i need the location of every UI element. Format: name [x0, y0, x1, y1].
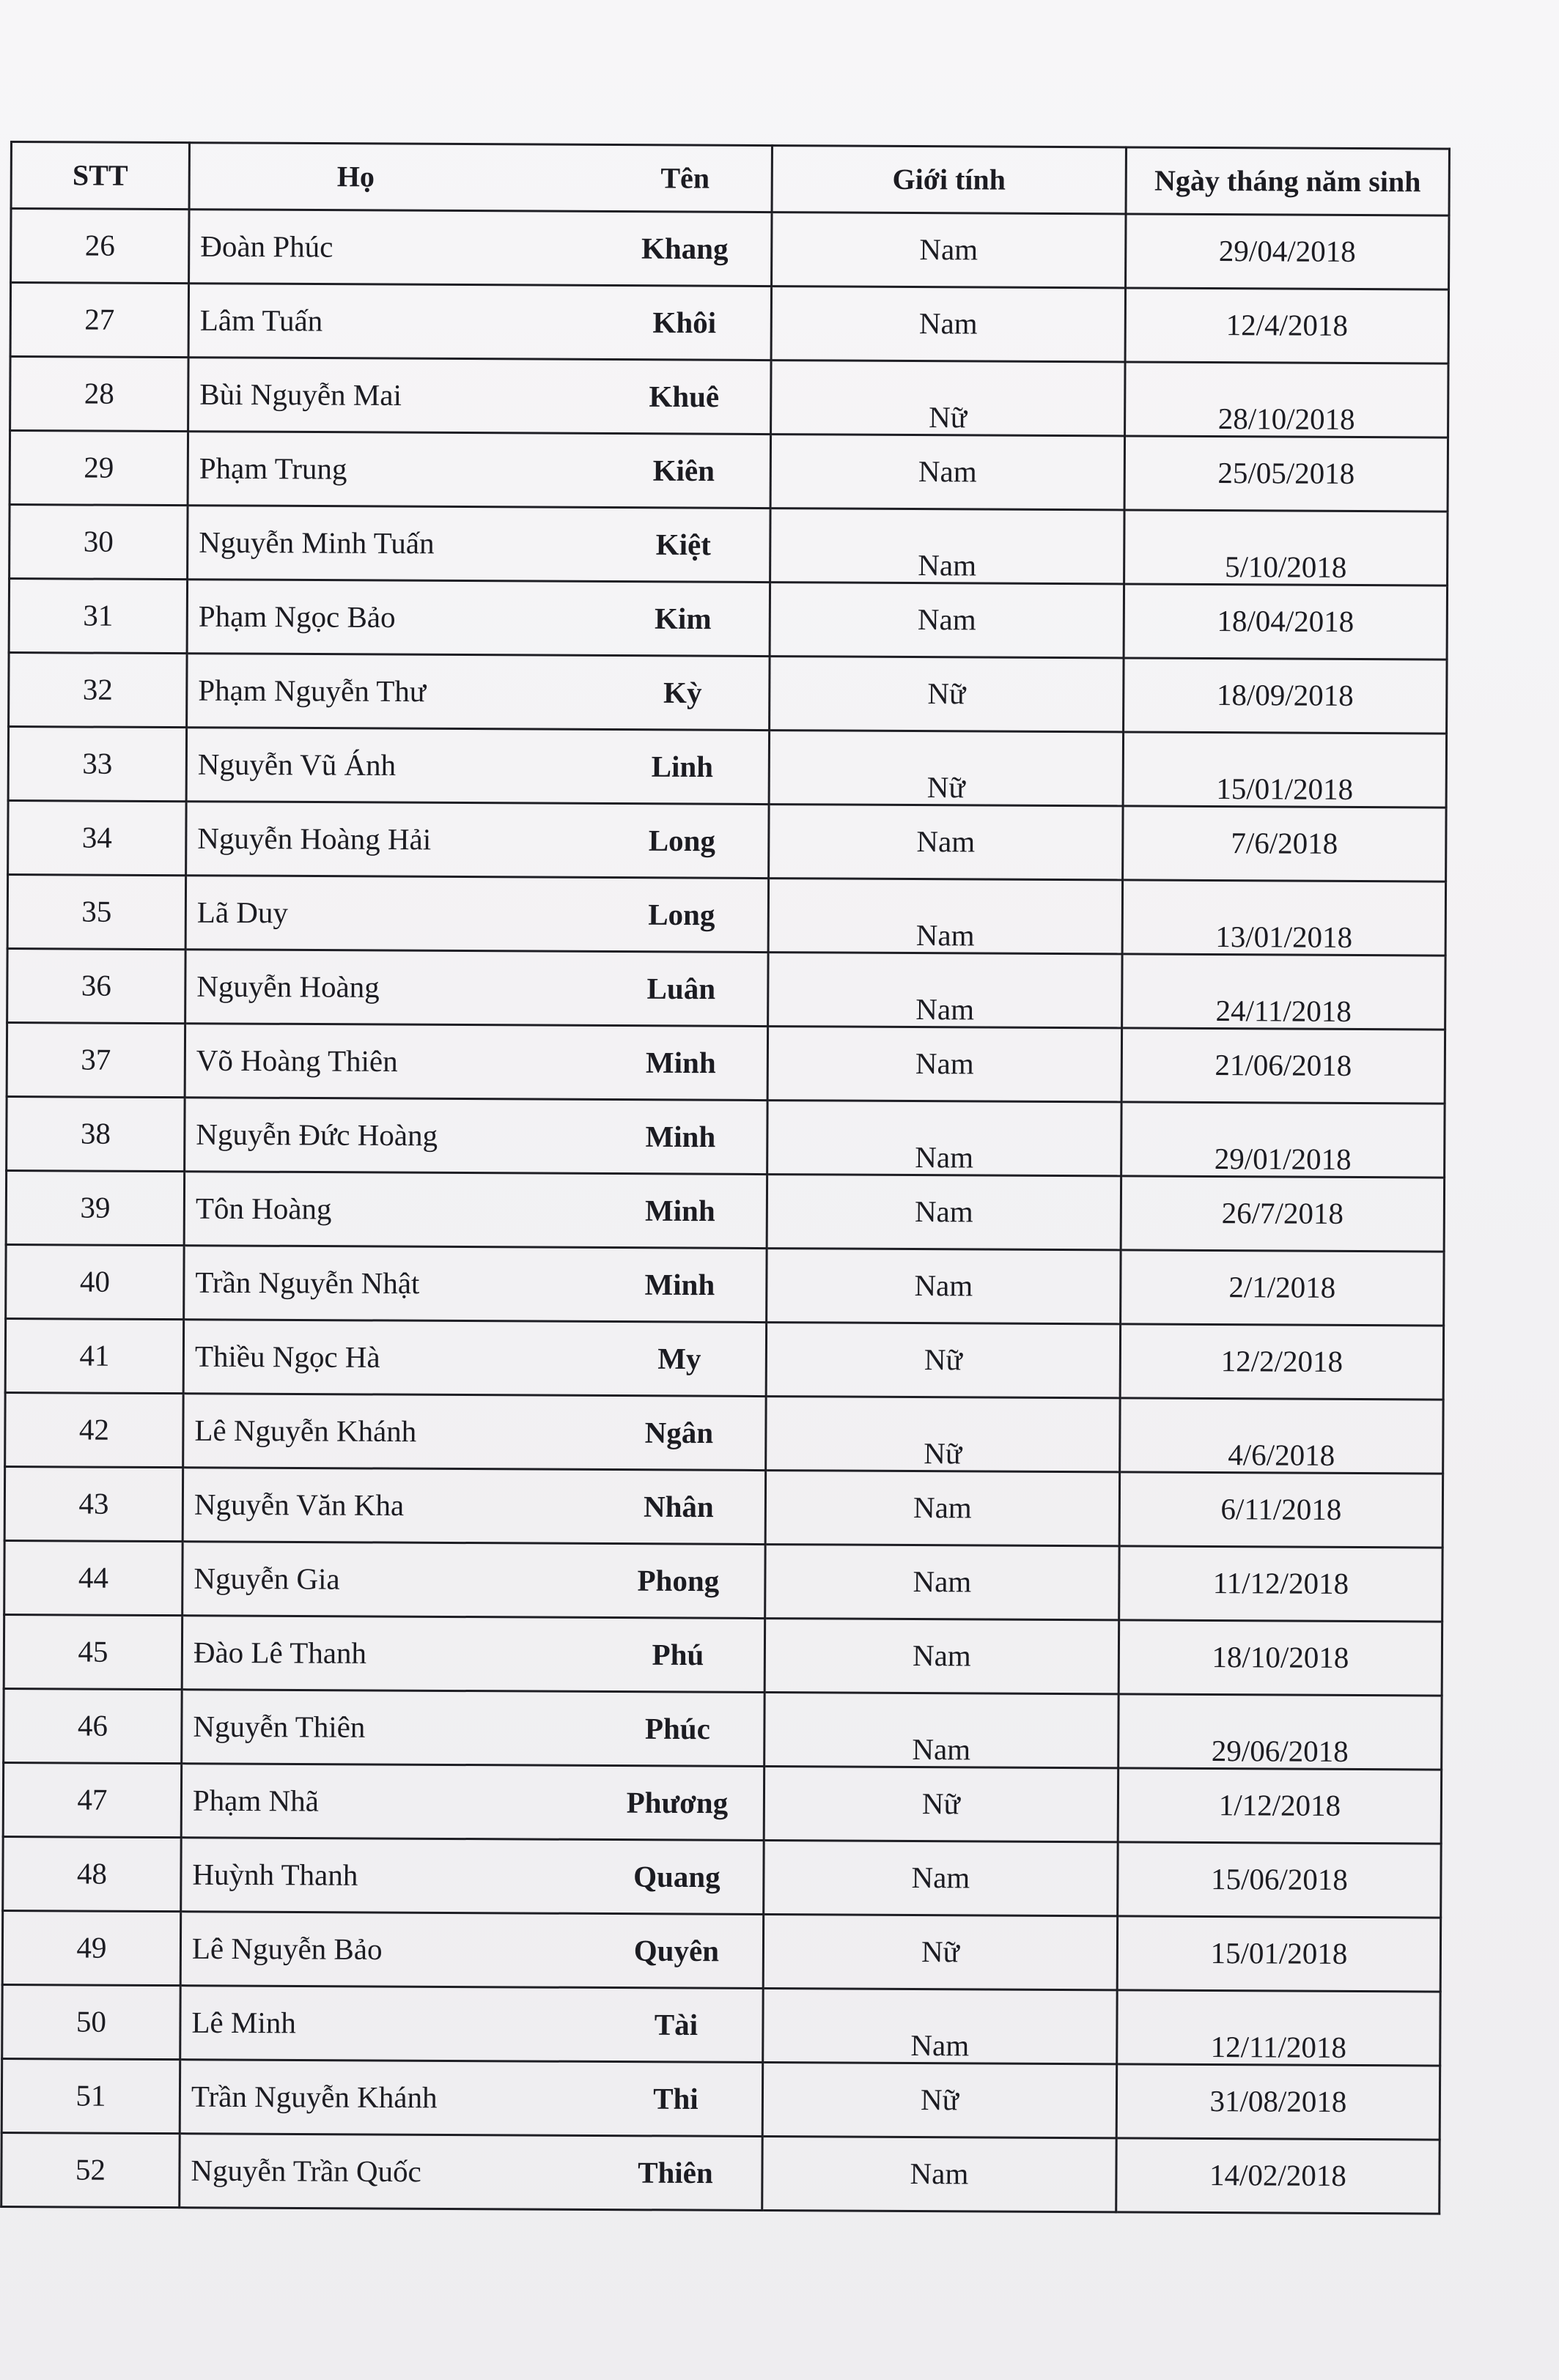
cell-ten: Phúc	[644, 1711, 710, 1746]
cell-gender: Nữ	[764, 1767, 1118, 1842]
cell-name	[182, 1690, 764, 1767]
cell-gender: Nam	[767, 1101, 1121, 1176]
cell-ten: Kim	[654, 601, 712, 636]
cell-stt: 30	[10, 505, 188, 580]
cell-dob: 28/10/2018	[1125, 362, 1448, 437]
table-row	[2, 1910, 1440, 1992]
cell-stt: 42	[5, 1392, 183, 1467]
cell-ho: Nguyễn Vũ Ánh	[197, 747, 397, 783]
cell-gender: Nam	[764, 1841, 1118, 1916]
table-row	[2, 1984, 1440, 2066]
cell-stt: 37	[7, 1022, 185, 1097]
cell-gender: Nam	[762, 2137, 1116, 2212]
cell-gender: Nam	[770, 583, 1124, 658]
cell-stt: 43	[4, 1466, 183, 1541]
cell-ho: Nguyễn Trần Quốc	[191, 2153, 421, 2189]
table-row	[10, 431, 1448, 512]
table-row	[7, 1096, 1445, 1178]
cell-name	[186, 728, 769, 805]
cell-ho: Trần Nguyễn Nhật	[195, 1265, 420, 1301]
header-dob: Ngày tháng năm sinh	[1126, 147, 1449, 215]
cell-dob: 13/01/2018	[1122, 880, 1445, 956]
cell-stt: 32	[9, 652, 187, 727]
header-name-cell	[189, 143, 772, 212]
cell-gender: Nam	[770, 435, 1124, 510]
cell-stt: 50	[2, 1984, 180, 2059]
cell-name	[188, 358, 771, 435]
cell-dob: 31/08/2018	[1116, 2064, 1440, 2140]
cell-gender: Nam	[770, 509, 1124, 584]
cell-dob: 14/02/2018	[1116, 2138, 1440, 2214]
cell-name	[183, 1542, 765, 1619]
cell-name	[181, 1764, 764, 1841]
cell-stt: 31	[9, 579, 187, 654]
cell-gender: Nam	[763, 1989, 1117, 2064]
cell-gender: Nam	[768, 953, 1122, 1028]
cell-gender: Nam	[767, 1175, 1121, 1250]
header-ten: Tên	[660, 161, 710, 195]
cell-ho: Nguyễn Thiên	[193, 1709, 366, 1744]
table-row	[4, 1614, 1442, 1696]
cell-ten: Minh	[644, 1193, 715, 1228]
cell-name	[180, 1986, 763, 2063]
cell-stt: 26	[11, 209, 189, 284]
cell-name	[188, 432, 770, 509]
cell-stt: 35	[7, 874, 185, 949]
table-row	[8, 800, 1446, 882]
cell-gender: Nam	[767, 1027, 1121, 1102]
cell-ho: Huỳnh Thanh	[192, 1857, 358, 1892]
cell-stt: 33	[8, 726, 186, 801]
cell-name	[186, 802, 769, 879]
cell-dob: 15/01/2018	[1123, 732, 1446, 808]
cell-dob: 29/01/2018	[1121, 1102, 1445, 1178]
cell-dob: 4/6/2018	[1120, 1398, 1443, 1474]
cell-ten: My	[657, 1341, 701, 1376]
cell-stt: 38	[7, 1096, 185, 1171]
table-row	[6, 1170, 1444, 1252]
cell-gender: Nam	[768, 879, 1122, 954]
cell-ten: Ngân	[644, 1415, 714, 1450]
cell-ho: Phạm Nguyễn Thư	[198, 673, 427, 709]
cell-gender: Nữ	[762, 2063, 1116, 2138]
cell-name	[180, 2134, 762, 2211]
cell-gender: Nữ	[770, 657, 1124, 732]
cell-ho: Phạm Trung	[199, 451, 347, 486]
cell-stt: 46	[4, 1688, 182, 1763]
cell-name	[185, 950, 768, 1027]
cell-ten: Minh	[645, 1045, 716, 1080]
cell-ho: Đào Lê Thanh	[193, 1635, 367, 1670]
table-row	[9, 652, 1447, 733]
cell-stt: 45	[4, 1614, 182, 1689]
cell-ten: Minh	[645, 1119, 716, 1154]
cell-stt: 51	[1, 2058, 180, 2133]
cell-dob: 12/11/2018	[1117, 1990, 1440, 2066]
cell-ten: Linh	[651, 749, 714, 784]
cell-dob: 6/11/2018	[1119, 1472, 1442, 1548]
cell-ho: Thiều Ngọc Hà	[194, 1339, 380, 1374]
table-header-row	[11, 142, 1449, 216]
table-body	[1, 209, 1449, 2214]
cell-name	[180, 2060, 762, 2137]
cell-ten: Kỳ	[663, 675, 702, 710]
cell-name	[187, 580, 770, 657]
table-row	[4, 1688, 1442, 1770]
cell-ho: Nguyễn Hoàng Hải	[197, 821, 432, 857]
cell-ten: Minh	[644, 1267, 715, 1302]
cell-gender: Nữ	[766, 1323, 1120, 1398]
cell-gender: Nam	[771, 287, 1125, 362]
cell-ten: Phú	[652, 1637, 704, 1672]
cell-name	[188, 284, 771, 361]
cell-ho: Lê Minh	[191, 2005, 296, 2040]
cell-ho: Phạm Nhã	[192, 1783, 319, 1818]
cell-stt: 28	[10, 357, 188, 432]
cell-dob: 12/4/2018	[1125, 288, 1448, 363]
cell-ten: Nhân	[643, 1489, 714, 1524]
cell-dob: 26/7/2018	[1121, 1176, 1444, 1252]
cell-dob: 15/06/2018	[1118, 1842, 1441, 1918]
cell-name	[183, 1394, 766, 1471]
table-row	[3, 1762, 1441, 1844]
cell-ten: Long	[648, 897, 715, 932]
cell-ho: Phạm Ngọc Bảo	[198, 599, 396, 635]
cell-ho: Nguyễn Gia	[194, 1561, 340, 1596]
cell-gender: Nam	[764, 1693, 1118, 1768]
cell-dob: 24/11/2018	[1122, 954, 1445, 1030]
cell-gender: Nữ	[766, 1397, 1120, 1472]
table-row	[10, 505, 1448, 586]
table-row	[8, 726, 1446, 808]
cell-stt: 27	[10, 283, 188, 358]
cell-ten: Khang	[641, 231, 729, 266]
cell-stt: 48	[3, 1836, 181, 1911]
cell-name	[188, 506, 770, 583]
cell-dob: 7/6/2018	[1123, 806, 1446, 882]
cell-name	[187, 654, 770, 731]
cell-ten: Phong	[637, 1563, 720, 1598]
cell-ho: Lê Nguyễn Bảo	[191, 1931, 383, 1966]
cell-ten: Thi	[653, 2081, 699, 2116]
cell-dob: 25/05/2018	[1124, 436, 1448, 511]
cell-ho: Nguyễn Hoàng	[196, 969, 380, 1004]
cell-ten: Khôi	[652, 305, 717, 340]
header-ho: Họ	[336, 160, 375, 193]
cell-dob: 21/06/2018	[1121, 1028, 1445, 1104]
header-gender: Giới tính	[772, 146, 1126, 214]
cell-stt: 41	[5, 1318, 183, 1393]
cell-gender: Nam	[764, 1619, 1118, 1694]
table-row	[4, 1540, 1442, 1622]
cell-name	[183, 1468, 765, 1545]
cell-dob: 18/09/2018	[1124, 658, 1447, 733]
table-row	[1, 2058, 1440, 2140]
cell-ten: Thiên	[638, 2155, 713, 2190]
table-row	[4, 1466, 1442, 1548]
cell-name	[184, 1246, 767, 1323]
cell-name	[184, 1172, 767, 1249]
cell-gender: Nữ	[769, 731, 1123, 806]
cell-stt: 34	[8, 800, 186, 875]
cell-ten: Quyên	[633, 1933, 720, 1968]
cell-stt: 47	[3, 1762, 181, 1837]
cell-dob: 11/12/2018	[1119, 1546, 1442, 1622]
cell-dob: 2/1/2018	[1121, 1250, 1444, 1326]
header-stt: STT	[11, 142, 189, 210]
cell-ten: Luân	[646, 971, 716, 1006]
table-row	[7, 874, 1445, 956]
cell-stt: 49	[2, 1910, 180, 1985]
cell-ho: Bùi Nguyễn Mai	[199, 377, 402, 413]
cell-gender: Nam	[767, 1249, 1121, 1324]
cell-stt: 44	[4, 1540, 183, 1615]
cell-ho: Nguyễn Văn Kha	[194, 1487, 405, 1523]
cell-dob: 1/12/2018	[1118, 1768, 1441, 1844]
cell-ten: Tài	[654, 2007, 699, 2042]
cell-dob: 18/04/2018	[1124, 584, 1447, 659]
table-row	[1, 2132, 1440, 2214]
cell-gender: Nam	[772, 212, 1126, 288]
table-row	[11, 209, 1449, 290]
cell-name	[180, 1912, 763, 1989]
table-row	[10, 357, 1448, 438]
cell-name	[182, 1616, 764, 1693]
cell-name	[185, 876, 768, 953]
cell-stt: 29	[10, 431, 188, 506]
cell-ho: Trần Nguyễn Khánh	[191, 2079, 438, 2115]
cell-name	[181, 1838, 764, 1915]
cell-name	[185, 1024, 767, 1101]
cell-ho: Tôn Hoàng	[195, 1191, 332, 1226]
cell-stt: 40	[6, 1244, 184, 1319]
cell-gender: Nam	[769, 805, 1123, 880]
cell-ten: Quang	[633, 1859, 720, 1894]
cell-dob: 12/2/2018	[1120, 1324, 1443, 1400]
cell-dob: 29/04/2018	[1126, 214, 1449, 289]
table-row	[5, 1318, 1443, 1400]
table-row	[7, 948, 1445, 1030]
cell-ten: Long	[648, 823, 716, 858]
cell-ho: Lâm Tuấn	[199, 303, 323, 338]
cell-ten: Phương	[626, 1785, 729, 1820]
cell-ho: Lã Duy	[196, 895, 289, 930]
table-row	[3, 1836, 1441, 1918]
cell-dob: 15/01/2018	[1117, 1916, 1440, 1992]
cell-gender: Nữ	[771, 361, 1125, 436]
cell-ho: Nguyễn Đức Hoàng	[196, 1117, 438, 1153]
table-row	[6, 1244, 1444, 1326]
cell-name	[189, 210, 772, 287]
table-row	[9, 579, 1447, 660]
cell-gender: Nữ	[763, 1915, 1117, 1990]
cell-ho: Đoàn Phúc	[200, 229, 333, 264]
table-row	[7, 1022, 1445, 1104]
student-table	[0, 141, 1451, 2215]
cell-ho: Nguyễn Minh Tuấn	[199, 525, 435, 561]
table-row	[10, 283, 1448, 364]
cell-name	[185, 1098, 767, 1175]
cell-dob: 29/06/2018	[1118, 1694, 1442, 1770]
cell-stt: 39	[6, 1170, 184, 1245]
cell-gender: Nam	[765, 1471, 1119, 1546]
cell-dob: 5/10/2018	[1124, 510, 1448, 585]
table-row	[5, 1392, 1443, 1474]
cell-stt: 36	[7, 948, 185, 1023]
cell-dob: 18/10/2018	[1118, 1620, 1442, 1696]
cell-stt: 52	[1, 2132, 180, 2207]
cell-gender: Nam	[765, 1545, 1119, 1620]
cell-ten: Kiên	[652, 453, 715, 488]
cell-ten: Khuê	[649, 379, 720, 414]
cell-ho: Lê Nguyễn Khánh	[194, 1413, 417, 1449]
cell-name	[183, 1320, 766, 1397]
cell-ten: Kiệt	[655, 527, 711, 562]
cell-ho: Võ Hoàng Thiên	[196, 1043, 398, 1079]
